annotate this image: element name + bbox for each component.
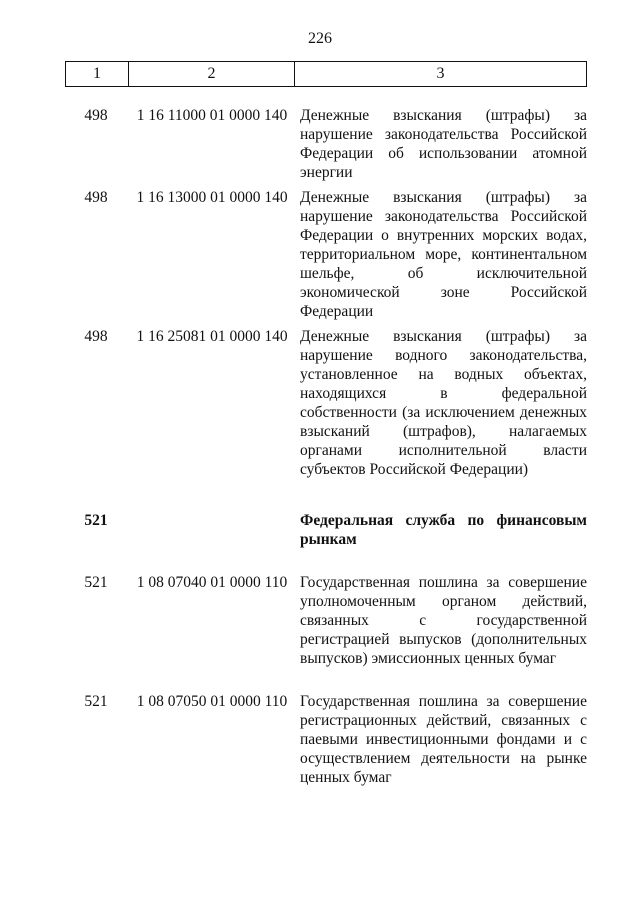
admin-code: 521 [84,512,108,529]
agency-name: Федеральная служба по финансовым рынкам [300,512,587,548]
revenue-code-list [65,106,587,787]
admin-code: 521 [84,574,108,591]
table-row [65,573,587,668]
table-row [65,692,587,787]
budget-classification-code: 1 08 07040 01 0000 110 [136,574,288,591]
revenue-description: Денежные взыскания (штрафы) за нарушение законодательства Российской Федерации о внутренних морских водах, территориальном море, континентальном шельфе, об исключительной экономической зоне Российской Федерации [300,189,587,320]
column-header-1: 1 [66,62,129,87]
section-heading-row [65,511,587,549]
revenue-description: Государственная пошлина за совершение уполномоченным органом действий, связанных с государственной регистрацией выпусков (дополнительных выпусков) эмиссионных ценных бумаг [300,574,587,667]
budget-classification-code: 1 16 13000 01 0000 140 [136,189,288,206]
admin-code: 498 [84,189,108,206]
budget-classification-code: 1 08 07050 01 0000 110 [136,693,288,710]
admin-code: 498 [84,107,108,124]
budget-classification-code: 1 16 25081 01 0000 140 [136,328,288,345]
admin-code: 521 [84,693,108,710]
revenue-description: Денежные взыскания (штрафы) за нарушение водного законодательства, установленное на водных объектах, находящихся в федеральной собственности (за исключением денежных взысканий (штрафов), налагаемых органами исполнительной власти субъектов Российской Федерации) [300,328,587,478]
budget-classification-code: 1 16 11000 01 0000 140 [136,107,288,124]
column-header-2: 2 [129,62,295,87]
table-row [65,188,587,321]
table-row [65,106,587,182]
budget-classification-code [127,511,297,549]
table-row [65,327,587,479]
revenue-description: Денежные взыскания (штрафы) за нарушение законодательства Российской Федерации об использовании атомной энергии [300,107,587,181]
revenue-description: Государственная пошлина за совершение регистрационных действий, связанных с паевыми инвестиционными фондами и с осуществлением деятельности на рынке ценных бумаг [300,693,587,786]
admin-code: 498 [84,328,108,345]
column-header-table [65,61,587,87]
column-header-3: 3 [295,62,587,87]
page-number: 226 [308,30,332,47]
